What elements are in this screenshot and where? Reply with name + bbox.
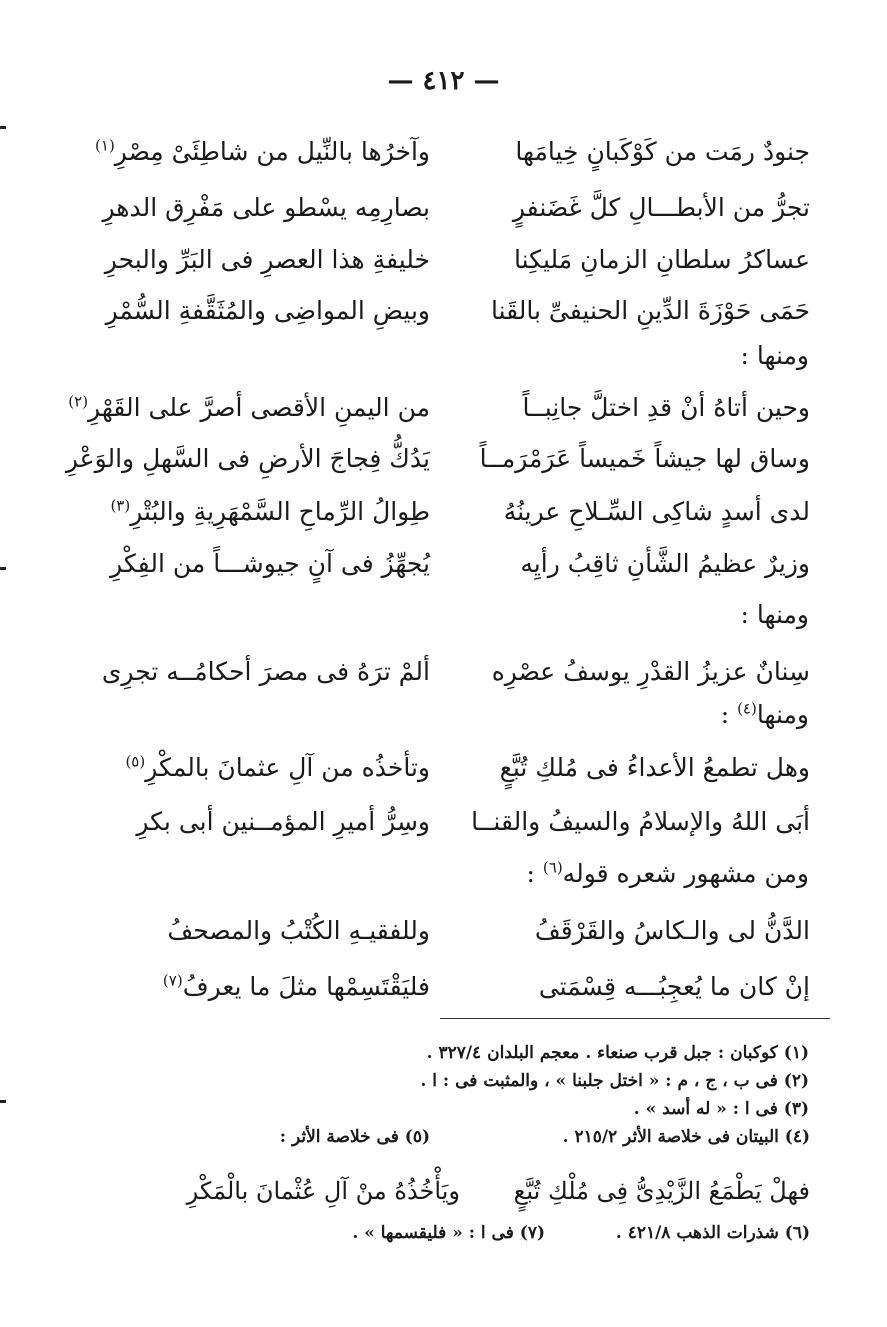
verse-right-hemistich: عساكرُ سلطانِ الزمانِ مَليكِنا xyxy=(514,245,810,274)
section-intro: ومنها : xyxy=(740,341,809,370)
page-number: — ٤١٢ — xyxy=(387,66,500,96)
verse-left-hemistich xyxy=(110,962,430,1012)
footnote-2: (٢) فى ب ، ج ، م : « اختل جلبنا » ، والمثبت فى : ا . xyxy=(420,1071,809,1091)
verse-left-text: وتأخذُه من آلِ عثمانَ بالمكْرِ xyxy=(145,753,430,782)
verse-line xyxy=(104,235,810,285)
verse-left-hemistich: خليفةِ هذا العصرِ فى البَرِّ والبحرِ xyxy=(104,245,430,274)
section-intro xyxy=(721,692,809,738)
section-intro-text: ومن مشهور شعره قوله xyxy=(562,859,809,888)
verse-right-hemistich: وزيرٌ عظيمُ الشَّأنِ ثاقِبُ رأيِه xyxy=(520,549,810,578)
footnote-1: (١) كوكبان : جبل قرب صنعاء . معجم البلدان ٣٢٧/٤ . xyxy=(426,1043,809,1063)
verse-right-hemistich: وهل تطمعُ الأعداءُ فى مُلكِ تُبَّعٍ xyxy=(499,753,810,782)
footnote-marker: (٦) xyxy=(542,858,563,877)
footnote-marker: (٤) xyxy=(737,699,757,718)
verse-line xyxy=(101,647,810,697)
verse-line xyxy=(65,434,810,484)
verse-left-text: طِوالُ الرِّماحِ السَّمْهَرِيةِ والبُتْرِ xyxy=(130,497,430,526)
footnote-marker: (٥) xyxy=(125,752,146,771)
verse-line xyxy=(110,539,810,589)
verse-right-hemistich: لدى أسدٍ شاكِى السِّـلاحِ عرينُهُ xyxy=(503,497,810,526)
margin-mark xyxy=(0,1100,6,1103)
verse-right-hemistich: سِنانٌ عزيزُ القدْرِ يوسفُ عصْرِه xyxy=(491,657,810,686)
footnote-5-verse xyxy=(150,1168,810,1214)
footnote-7: (٧) فى ا : « فليقسمها » . xyxy=(352,1223,545,1243)
verse-left-text: فليَقْتَسِمْها مثلَ ما يعرفُ xyxy=(182,972,430,1001)
footnote-4: (٤) البيتان فى خلاصة الأثر ٢١٥/٢ . xyxy=(562,1127,810,1147)
verse-right-hemistich: تجرُّ من الأبطـــالِ كلَّ غَضَنفرٍ xyxy=(512,193,810,222)
footnote-divider xyxy=(440,1018,830,1019)
verse-left-hemistich xyxy=(110,743,430,793)
verse-left-hemistich: وسِرُّ أميرِ المؤمــنين أبى بكرِ xyxy=(136,807,430,836)
verse-left-hemistich xyxy=(68,383,430,433)
section-intro-colon: : xyxy=(720,700,738,729)
footnote-5-verse-right: فهلْ يَطْمَعُ الزَّيْدِىُّ فِى مُلْكِ تُبَّعٍ xyxy=(513,1177,810,1205)
section-intro xyxy=(527,851,809,897)
section-intro-colon: : xyxy=(526,859,543,888)
verse-left-hemistich: يَدُكُّ فِجاجَ الأرضِ فى السَّهلِ والوَعْرِ xyxy=(65,444,430,473)
verse-left-hemistich: وللفقيـهِ الكُتْبُ والمصحفُ xyxy=(167,916,430,945)
verse-right-hemistich: الدَّنُّ لى والـكاسُ والقَرْقَفُ xyxy=(534,916,810,945)
verse-line xyxy=(110,906,810,956)
section-intro-text: ومنها xyxy=(756,700,809,729)
footnote-5: (٥) فى خلاصة الأثر : xyxy=(279,1127,430,1147)
verse-left-hemistich: وبيضِ المواضِى والمُثَقَّفةِ السُّمْرِ xyxy=(105,296,430,325)
verse-line xyxy=(110,797,810,847)
verse-line xyxy=(110,743,810,793)
verse-line xyxy=(68,383,810,433)
verse-line xyxy=(102,183,810,233)
verse-right-hemistich: أبَى اللهُ والإسلامُ والسيفُ والقنــا xyxy=(471,807,810,836)
footnote-3: (٣) فى ا : « له أسد » . xyxy=(633,1099,809,1119)
footnote-marker: (١) xyxy=(95,136,115,155)
footnote-marker: (٧) xyxy=(162,971,183,990)
verse-left-hemistich: يُجهِّزُ فى آنٍ جيوشـــاً من الفِكْرِ xyxy=(110,549,430,578)
verse-right-hemistich: وساق لها جيشاً خَميساً عَرَمْرَمــاً xyxy=(479,444,810,473)
verse-right-hemistich: حَمَى حَوْزَةَ الدِّينِ الحنيفىِّ بالقَنا xyxy=(490,296,810,325)
verse-left-hemistich xyxy=(110,487,430,537)
verse-right-hemistich: إنْ كان ما يُعجِبُـــه قِسْمَتى xyxy=(538,972,810,1001)
margin-mark xyxy=(0,126,6,129)
verse-left-hemistich xyxy=(95,127,430,177)
verse-left-text: من اليمنِ الأقصى أصرَّ على القَهْرِ xyxy=(88,393,430,422)
verse-line xyxy=(110,487,810,537)
margin-mark xyxy=(0,567,6,570)
verse-line xyxy=(110,962,810,1012)
verse-right-hemistich: وحين أتاهُ أنْ قدِ اختلَّ جانِبــاً xyxy=(522,393,810,422)
footnote-marker: (٢) xyxy=(68,392,89,411)
verse-left-hemistich: بصارِمِه يسْطو على مَفْرِق الدهرِ xyxy=(102,193,430,222)
verse-right-hemistich: جنودٌ رمَت من كَوْكَبانٍ خِيامَها xyxy=(515,137,810,166)
verse-left-text: وآخرُها بالنِّيل من شاطِئَىْ مِصْرِ xyxy=(114,137,430,166)
verse-line xyxy=(105,286,810,336)
footnote-row-6-7 xyxy=(110,1220,810,1247)
footnote-6: (٦) شذرات الذهب ٤٢١/٨ . xyxy=(615,1223,810,1243)
verse-left-hemistich: ألمْ ترَهُ فى مصرَ أحكامُــه تجرِى xyxy=(101,657,430,686)
footnote-5-verse-left: ويَأْخُذُهُ منْ آلِ عُثْمانَ بالْمَكْرِ xyxy=(186,1177,460,1205)
footnote-row-4-5 xyxy=(110,1124,810,1151)
footnote-marker: (٣) xyxy=(110,496,131,515)
verse-line xyxy=(95,127,810,177)
section-intro: ومنها : xyxy=(740,600,809,629)
